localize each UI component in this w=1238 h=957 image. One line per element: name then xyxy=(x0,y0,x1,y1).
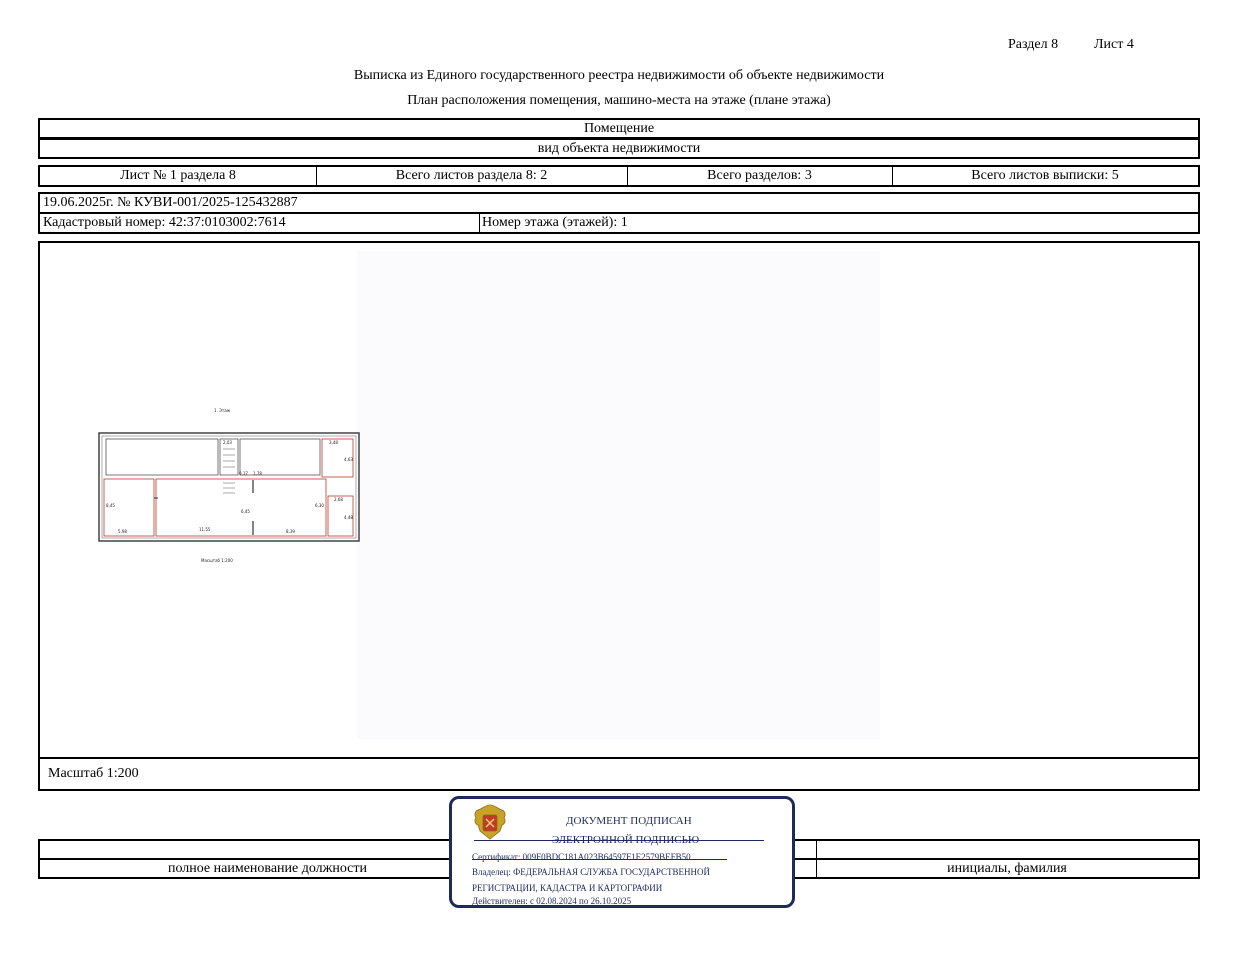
stamp-owner-line1: Владелец: ФЕДЕРАЛЬНАЯ СЛУЖБА ГОСУДАРСТВЕННОЙ xyxy=(472,867,711,877)
name-caption: инициалы, фамилия xyxy=(947,860,1067,876)
electronic-signature-stamp xyxy=(449,796,795,908)
dimension-label: 5,98 xyxy=(118,529,127,534)
stamp-owner-line2: РЕГИСТРАЦИИ, КАДАСТРА И КАРТОГРАФИИ xyxy=(472,883,663,893)
floor-plan-drawing xyxy=(96,403,366,563)
cadastral-number: Кадастровый номер: 42:37:0103002:7614 xyxy=(43,215,286,230)
sheets-row xyxy=(38,165,1200,187)
dimension-label: 0,17 xyxy=(239,471,248,476)
sheet-of-section: Лист № 1 раздела 8 xyxy=(120,168,236,183)
dimension-label: 11,55 xyxy=(199,527,211,532)
document-title: Выписка из Единого государственного реестра недвижимости об объекте недвижимости xyxy=(353,68,885,83)
total-extract-sheets: Всего листов выписки: 5 xyxy=(971,168,1119,183)
object-type-value: Помещение xyxy=(583,120,655,136)
position-caption: полное наименование должности xyxy=(167,860,368,876)
scale-row xyxy=(38,757,1200,791)
document-subtitle: План расположения помещения, машино-места на этаже (плане этажа) xyxy=(407,93,831,108)
dimension-label: 1,78 xyxy=(253,471,262,476)
dimension-label: 2,68 xyxy=(334,497,343,502)
stamp-rule xyxy=(472,859,727,860)
scale-label: Масштаб 1:200 xyxy=(48,766,139,781)
dimension-label: 2,03 xyxy=(223,440,232,445)
object-type-caption: вид объекта недвижимости xyxy=(537,140,701,156)
floor-title: 1. Этаж xyxy=(214,408,231,413)
dimension-label: 6,45 xyxy=(241,509,250,514)
stamp-rule xyxy=(474,840,764,841)
inner-wall xyxy=(102,436,356,538)
section-label: Раздел 8 xyxy=(1008,37,1059,52)
dimension-label: 4,48 xyxy=(344,515,353,520)
record-date-number: 19.06.2025г. № КУВИ-001/2025-125432887 xyxy=(43,195,298,210)
emblem-icon xyxy=(472,801,508,843)
dimension-label: 8,39 xyxy=(286,529,295,534)
total-sections: Всего разделов: 3 xyxy=(707,168,812,183)
object-type-caption-row xyxy=(38,138,1200,159)
divider xyxy=(479,214,480,232)
cadastral-row xyxy=(38,212,1200,234)
dimension-label: 3,48 xyxy=(329,440,338,445)
plan-image-area xyxy=(357,251,880,739)
room-main-hall xyxy=(156,479,326,536)
stamp-line1: ДОКУМЕНТ ПОДПИСАН xyxy=(566,815,692,827)
floor-number: Номер этажа (этажей): 1 xyxy=(482,215,628,230)
room-top-middle xyxy=(240,439,320,475)
record-row xyxy=(38,192,1200,214)
room-top-left xyxy=(106,439,218,475)
plan-scale-caption: Масштаб 1:200 xyxy=(201,558,233,563)
dimension-label: 8,45 xyxy=(106,503,115,508)
plan-frame xyxy=(38,241,1200,759)
stamp-certificate: Сертификат: 009F0BDC181A023B64597F1E2579BEFB50 xyxy=(472,852,691,862)
object-type-row xyxy=(38,118,1200,139)
dimension-label: 6,30 xyxy=(315,503,324,508)
sheet-label: Лист 4 xyxy=(1094,37,1134,52)
stamp-validity: Действителен: с 02.08.2024 по 26.10.2025 xyxy=(472,896,632,906)
stamp-line2: ЭЛЕКТРОННОЙ ПОДПИСЬЮ xyxy=(552,834,700,846)
dimension-label: 4,63 xyxy=(344,457,353,462)
total-section-sheets: Всего листов раздела 8: 2 xyxy=(395,168,548,183)
divider xyxy=(816,841,817,858)
